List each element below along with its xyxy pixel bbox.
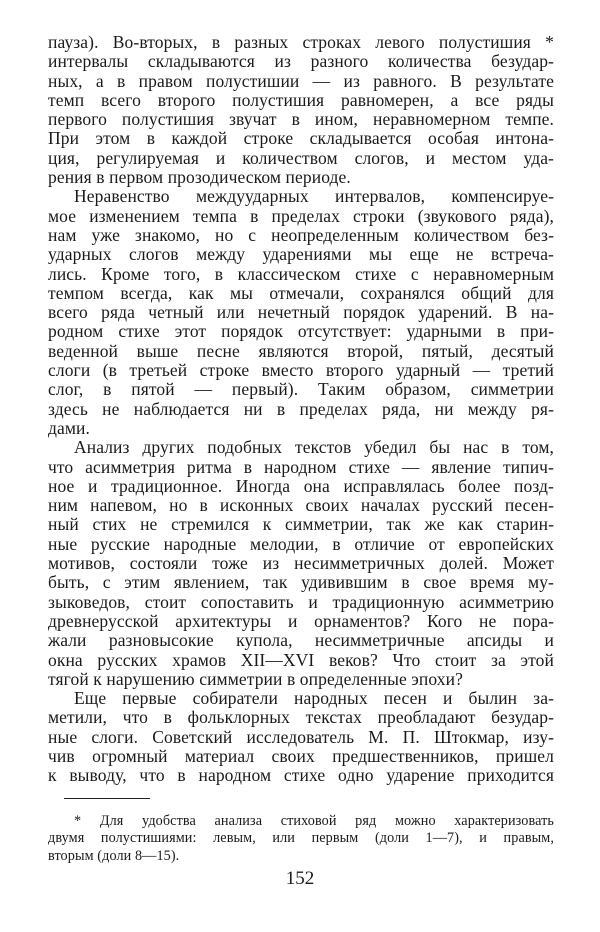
text-line: тягой к нарушению симметрии в определенные эпохи? <box>48 668 463 689</box>
paragraph <box>48 689 554 785</box>
text-line: слог, в пятой — первый). Таким образом, симметрии <box>48 379 554 400</box>
text-line: первого полустишия звучат в ином, неравномерном темпе. <box>48 109 554 130</box>
text-line: темп всего второго полустишия равномерен, а все ряды <box>48 89 554 110</box>
footnote <box>48 813 554 865</box>
text-line: При этом в каждой строке складывается особая интона- <box>48 128 554 149</box>
text-line: интервалы складываются из разного количества безудар- <box>48 51 554 72</box>
text-line: чив огромный материал своих предшественников, пришел <box>48 745 554 766</box>
text-line: слоги (в третьей строке вместо второго ударный — третий <box>48 360 554 381</box>
paragraph <box>48 33 554 187</box>
text-line: ных, а в правом полустишии — из равного. В результате <box>48 70 554 91</box>
text-line: лись. Кроме того, в классическом стихе с неравномерным <box>48 263 554 284</box>
text-line: что асимметрия ритма в народном стихе — явление типич- <box>48 456 554 477</box>
paragraph <box>48 187 554 438</box>
text-line: древнерусской архитектуры и орнаментов? Кого не пора- <box>48 610 554 631</box>
text-line: рения в первом прозодическом периоде. <box>48 167 351 188</box>
text-line: ные русские народные мелодии, в отличие от европейских <box>48 533 554 554</box>
text-line: ударных слогов между ударениями мы еще не встреча- <box>48 244 554 265</box>
body-text <box>48 33 554 786</box>
text-line: пауза). Во-вторых, в разных строках левого полустишия * <box>48 32 554 52</box>
text-line: всего ряда четный или нечетный порядок ударений. В на- <box>48 302 554 323</box>
text-line: родном стихе этот порядок отсутствует: ударными в при- <box>48 321 554 342</box>
text-line: ное и традиционное. Иногда она исправлялась более позд- <box>48 475 554 496</box>
page-number: 152 <box>285 868 315 889</box>
text-line: дами. <box>48 417 90 438</box>
text-line: веденной выше песне являются второй, пятый, десятый <box>48 340 554 361</box>
footnote-line: двумя полустишиями: левым, или первым (доли 1—7), и правым, <box>48 830 554 847</box>
text-line: ный стих не стремился к симметрии, так же как старин- <box>48 514 554 535</box>
text-line: Неравенство междуударных интервалов, компенсируе- <box>74 186 554 207</box>
text-line: ция, регулируемая и количеством слогов, и местом уда- <box>48 147 554 168</box>
text-line: нам уже знакомо, но с неопределенным количеством без- <box>48 224 554 245</box>
text-line: Еще первые собиратели народных песен и былин за- <box>74 688 554 709</box>
text-line: мотивов, состояли тоже из несимметричных долей. Может <box>48 553 554 574</box>
text-line: окна русских храмов XII—XVI веков? Что стоит за этой <box>48 649 554 670</box>
footnote-line: вторым (доли 8—15). <box>48 847 180 864</box>
footnote-divider <box>64 798 150 799</box>
text-line: к выводу, что в народном стихе одно ударение приходится <box>48 765 554 786</box>
footnote-line: * Для удобства анализа стиховой ряд можно характеризовать <box>74 813 554 829</box>
text-line: ные слоги. Советский исследователь М. П. Штокмар, изу- <box>48 726 554 747</box>
text-line: метили, что в фольклорных текстах преобладают безудар- <box>48 707 554 728</box>
text-line: ним напевом, но в исконных своих началах русский песен- <box>48 495 554 516</box>
text-line: зыковедов, стоит сопоставить и традиционную асимметрию <box>48 591 554 612</box>
text-line: темпом всегда, как мы отмечали, сохранялся общий для <box>48 282 554 303</box>
text-line: жали разновысокие купола, несимметричные апсиды и <box>48 630 554 651</box>
text-line: здесь не наблюдается ни в пределах ряда, ни между ря- <box>48 398 554 419</box>
paragraph <box>48 438 554 689</box>
text-line: Анализ других подобных текстов убедил бы нас в том, <box>74 437 554 458</box>
text-line: быть, с этим явлением, так удивившим в свое время му- <box>48 572 554 593</box>
text-line: мое изменением темпа в пределах строки (звукового ряда), <box>48 205 554 226</box>
